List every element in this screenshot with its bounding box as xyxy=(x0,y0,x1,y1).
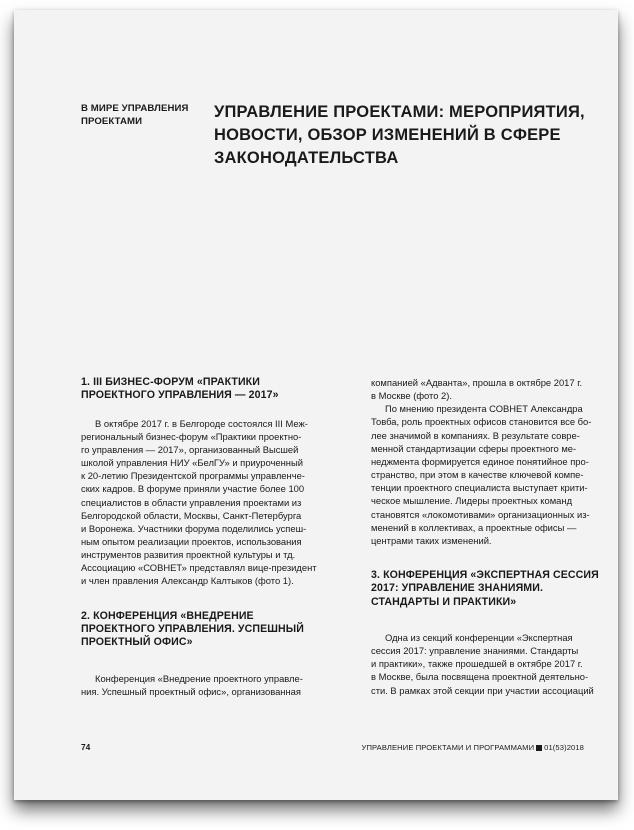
text-line: ческое мышление. Лидеры проектных команд xyxy=(371,495,573,507)
text-line: региональный бизнес-форум «Практики проектно- xyxy=(81,430,302,442)
text-line: Конференция «Внедрение проектного управле- xyxy=(95,672,303,684)
text-line: ным опытом реализации проектов, использования xyxy=(81,536,302,547)
text-line: лее значимой в компаниях. В результате совре- xyxy=(371,429,580,441)
paragraph xyxy=(371,631,631,697)
text-line: к 20-летию Президентской программы управленче- xyxy=(81,470,305,482)
text-line: в Москве (фото 2). xyxy=(371,390,452,402)
heading-line: 1. III БИЗНЕС-ФОРУМ «ПРАКТИКИ xyxy=(81,376,260,388)
text-line: компанией «Адванта», прошла в октябре 2017 г. xyxy=(371,377,583,388)
text-line: В октябре 2017 г. в Белгороде состоялся III Меж- xyxy=(95,417,308,429)
square-separator-icon xyxy=(536,745,542,751)
text-line: По мнению президента СОВНЕТ Александра xyxy=(385,403,583,415)
heading-line: 3. КОНФЕРЕНЦИЯ «ЭКСПЕРТНАЯ СЕССИЯ xyxy=(371,569,599,582)
journal-name: УПРАВЛЕНИЕ ПРОЕКТАМИ И ПРОГРАММАМИ xyxy=(361,743,535,752)
text-line: сессия 2017: управление знаниями. Стандарты xyxy=(371,645,579,657)
heading-line: ПРОЕКТНОГО УПРАВЛЕНИЯ — 2017» xyxy=(81,389,279,402)
left-column xyxy=(81,376,341,698)
text-line: школой управления НИУ «БелГУ» и приуроченный xyxy=(81,457,303,469)
heading-line: ПРОЕКТНЫЙ ОФИС» xyxy=(81,636,193,649)
text-line: тенции проектного специалиста выступает крити- xyxy=(371,482,588,494)
text-line: го управления — 2017», организованный Высшей xyxy=(81,443,299,455)
text-line: ских кадров. В форуме приняли участие более 100 xyxy=(81,483,305,495)
text-line: становятся «локомотивами» организационных из- xyxy=(371,508,590,520)
article-title-line: ЗАКОНОДАТЕЛЬСТВА xyxy=(214,149,399,167)
text-line: и практики», также прошедшей в октябре 2017 г. xyxy=(371,658,583,670)
text-line: менной стандартизации сферы проектного ме- xyxy=(371,442,577,454)
heading-1 xyxy=(81,376,341,403)
heading-line: ПРОЕКТНОГО УПРАВЛЕНИЯ. УСПЕШНЫЙ xyxy=(81,622,304,635)
text-line: Белгородской области, Москвы, Санкт-Петербурга xyxy=(81,509,302,521)
issue-number: 01(53)2018 xyxy=(544,743,584,752)
article-title xyxy=(214,101,614,170)
magazine-page xyxy=(14,10,618,800)
text-line: сти. В рамках этой секции при участии ассоциаций xyxy=(371,684,594,696)
section-tag-line: ПРОЕКТАМИ xyxy=(81,116,143,127)
section-tag-line: В МИРЕ УПРАВЛЕНИЯ xyxy=(81,103,189,114)
text-line: и член правления Александр Калтыков (фото 1). xyxy=(81,575,294,587)
paragraph xyxy=(371,402,631,547)
text-line: и Воронежа. Участники форума поделились успеш- xyxy=(81,522,307,534)
heading-line: 2017: УПРАВЛЕНИЕ ЗНАНИЯМИ. xyxy=(371,582,543,595)
text-line: Одна из секций конференции «Экспертная xyxy=(385,631,573,643)
text-line: в Москве, была посвящена проектной деятельно- xyxy=(371,671,589,683)
text-line: инструментов развития проектной культуры и тд. xyxy=(81,549,296,561)
page-number: 74 xyxy=(81,742,91,752)
article-title-line: УПРАВЛЕНИЕ ПРОЕКТАМИ: МЕРОПРИЯТИЯ, xyxy=(214,103,585,121)
paragraph xyxy=(81,417,341,588)
running-footer xyxy=(362,743,584,752)
text-line: неджмента формируется единое понятийное про- xyxy=(371,455,589,467)
right-column xyxy=(371,376,631,697)
paragraph xyxy=(371,376,631,402)
text-line: странство, при этом в качестве ключевой компе- xyxy=(371,469,584,481)
article-title-line: НОВОСТИ, ОБЗОР ИЗМЕНЕНИЙ В СФЕРЕ xyxy=(214,126,561,144)
text-line: центрами таких изменений. xyxy=(371,534,492,546)
text-line: Товба, роль проектных офисов становится все бо- xyxy=(371,416,592,428)
heading-line: СТАНДАРТЫ И ПРАКТИКИ» xyxy=(371,595,517,608)
heading-line: 2. КОНФЕРЕНЦИЯ «ВНЕДРЕНИЕ xyxy=(81,609,254,622)
text-line: менений в коллективах, а проектные офисы — xyxy=(371,521,577,533)
text-line: Ассоциацию «СОВНЕТ» представлял вице-президент xyxy=(81,562,317,574)
text-line: специалистов в области управления проектами из xyxy=(81,496,302,508)
text-line: ния. Успешный проектный офис», организованная xyxy=(81,685,301,697)
section-tag xyxy=(81,102,201,128)
heading-2 xyxy=(81,610,341,650)
heading-3 xyxy=(371,569,631,609)
paragraph xyxy=(81,672,341,698)
